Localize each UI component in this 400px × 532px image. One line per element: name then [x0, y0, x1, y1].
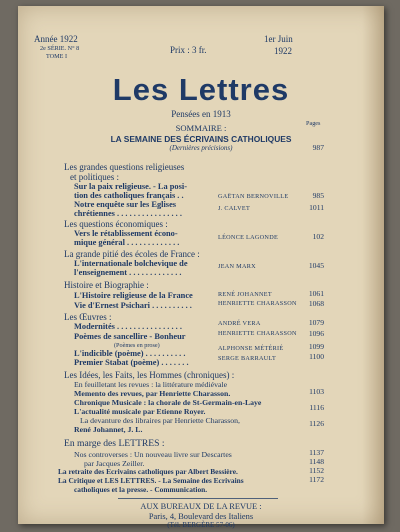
toc-entry-page: 1172 [309, 475, 324, 484]
toc-entry-page: 1079 [308, 318, 324, 327]
toc-entry-page: 985 [312, 191, 324, 200]
toc-entry-author: ALPHONSE MÉTÉRIÉ [218, 345, 284, 352]
toc-entry-page: 1137 [309, 448, 324, 457]
section-heading: et politiques : [70, 172, 119, 182]
sommaire-main-note: (Dernières précisions) [169, 144, 233, 152]
section-heading: Les Idées, les Faits, les Hommes (chroniques) : [64, 370, 235, 380]
divider [118, 498, 278, 499]
toc-entry-title: L'Histoire religieuse de la France [74, 291, 193, 300]
toc-entry-author: ANDRÉ VERA [218, 320, 261, 327]
toc-entry-page: 1011 [309, 203, 324, 212]
toc-entry-page: 1068 [308, 299, 324, 308]
sommaire-main-page: 987 [312, 143, 324, 152]
magazine-subtitle: Pensées en 1913 [171, 109, 231, 119]
year-label: Année 1922 [34, 34, 78, 44]
section-heading: En marge des LETTRES : [64, 438, 165, 449]
toc-entry-title: Vers le rétablissement écono- [74, 229, 178, 238]
issue-day: 1er Juin [264, 34, 293, 44]
toc-entry-title: L'indicible (poème) . . . . . . . . . . [74, 349, 186, 358]
toc-entry-page: 1148 [309, 457, 324, 466]
toc-entry-author: LÉONCE LAGONDE [218, 234, 279, 241]
section-heading: Les grandes questions religieuses [64, 162, 185, 172]
marge-line: par Jacques Zeiller. [84, 459, 145, 468]
chronique-line: L'actualité musicale par Etienne Royer. [74, 407, 206, 416]
series-number: 2e SÉRIE. N° 8 [40, 45, 80, 52]
chronique-line: René Johannet, J. L. [74, 425, 143, 434]
tome-label: TOME I [46, 53, 68, 60]
section-heading: La grande pitié des écoles de France : [64, 249, 200, 259]
toc-entry-page: 1126 [309, 419, 324, 428]
toc-entry-author: HENRIETTE CHARASSON [218, 330, 297, 337]
toc-entry-title: Vie d'Ernest Psichari . . . . . . . . . . [74, 301, 192, 310]
toc-entry-author: GAËTAN BERNOVILLE [218, 193, 289, 200]
magazine-cover [18, 6, 384, 529]
toc-entry-author: SERGE BARRAULT [218, 355, 277, 362]
marge-line: catholiques et la presse. - Communication. [74, 485, 208, 494]
toc-entry-title: l'enseignement . . . . . . . . . . . . . [74, 268, 182, 277]
chronique-line: La devanture des libraires par Henriette Charasson, [80, 416, 240, 425]
toc-entry-author: JEAN MARX [218, 263, 256, 270]
toc-entry-page: 1152 [309, 466, 324, 475]
toc-entry-page: 102 [312, 232, 324, 241]
toc-entry-author: J. CALVET [218, 205, 251, 212]
sommaire-main-article: LA SEMAINE DES ÉCRIVAINS CATHOLIQUES [110, 134, 292, 144]
price-label: Prix : 3 fr. [170, 45, 207, 55]
chronique-line: Memento des revues, par Henriette Charasson. [74, 389, 231, 398]
footer-phone: (Tél. BERGÈRE 57-06) [167, 521, 235, 529]
toc-entry-title: chrétiennes . . . . . . . . . . . . . . . . [74, 209, 182, 218]
toc-entry-title: Premier Stabat (poème) . . . . . . . [74, 358, 189, 367]
toc-entry-author: HENRIETTE CHARASSON [218, 300, 297, 307]
section-heading: Histoire et Biographie : [64, 280, 149, 290]
toc-entry-page: 1045 [308, 261, 324, 270]
toc-entry-note: (Poèmes en prose) [114, 342, 160, 349]
toc-entry-title: tion des catholiques français . . [74, 191, 184, 200]
toc-entry-page: 1099 [308, 342, 324, 351]
toc-entry-page: 1100 [309, 352, 324, 361]
magazine-title: Les Lettres [112, 72, 290, 107]
chronique-line: En feuilletant les revues : la littérature médiévale [74, 380, 228, 389]
toc-entry-page: 1096 [308, 329, 324, 338]
toc-entry-page: 1116 [309, 403, 324, 412]
footer-address: Paris, 4, Boulevard des Italiens [148, 512, 254, 521]
toc-entry-title: mique général . . . . . . . . . . . . . [74, 238, 180, 247]
toc-entry-page: 1103 [309, 387, 324, 396]
toc-entry-page: 1061 [308, 289, 324, 298]
section-heading: Les questions économiques : [64, 219, 168, 229]
toc-entry-title: L'internationale bolchevique de [74, 259, 188, 268]
toc-entry-author: RENÉ JOHANNET [218, 291, 272, 298]
toc-entry-title: Sur la paix religieuse. - La posi- [74, 182, 187, 191]
pages-label: Pages [306, 120, 321, 127]
marge-line: La Critique et LES LETTRES. - La Semaine des Ecrivains [58, 476, 244, 485]
toc-entry-title: Modernités . . . . . . . . . . . . . . . . [74, 322, 182, 331]
chronique-line: Chronique Musicale : la chorale de St-Germain-en-Laye [74, 398, 262, 407]
toc-entry-title: Notre enquête sur les Eglises [74, 200, 177, 209]
sommaire-label: SOMMAIRE : [175, 123, 227, 133]
marge-line: La retraite des Ecrivains catholiques par Albert Bessière. [58, 467, 238, 476]
issue-year: 1922 [274, 46, 292, 56]
footer-publisher: AUX BUREAUX DE LA REVUE : [140, 502, 262, 511]
marge-line: Nos controverses : Un nouveau livre sur Descartes [74, 450, 232, 459]
toc-entry-title: Poèmes de sancellire - Bonheur [74, 332, 186, 341]
section-heading: Les Œuvres : [64, 312, 112, 322]
